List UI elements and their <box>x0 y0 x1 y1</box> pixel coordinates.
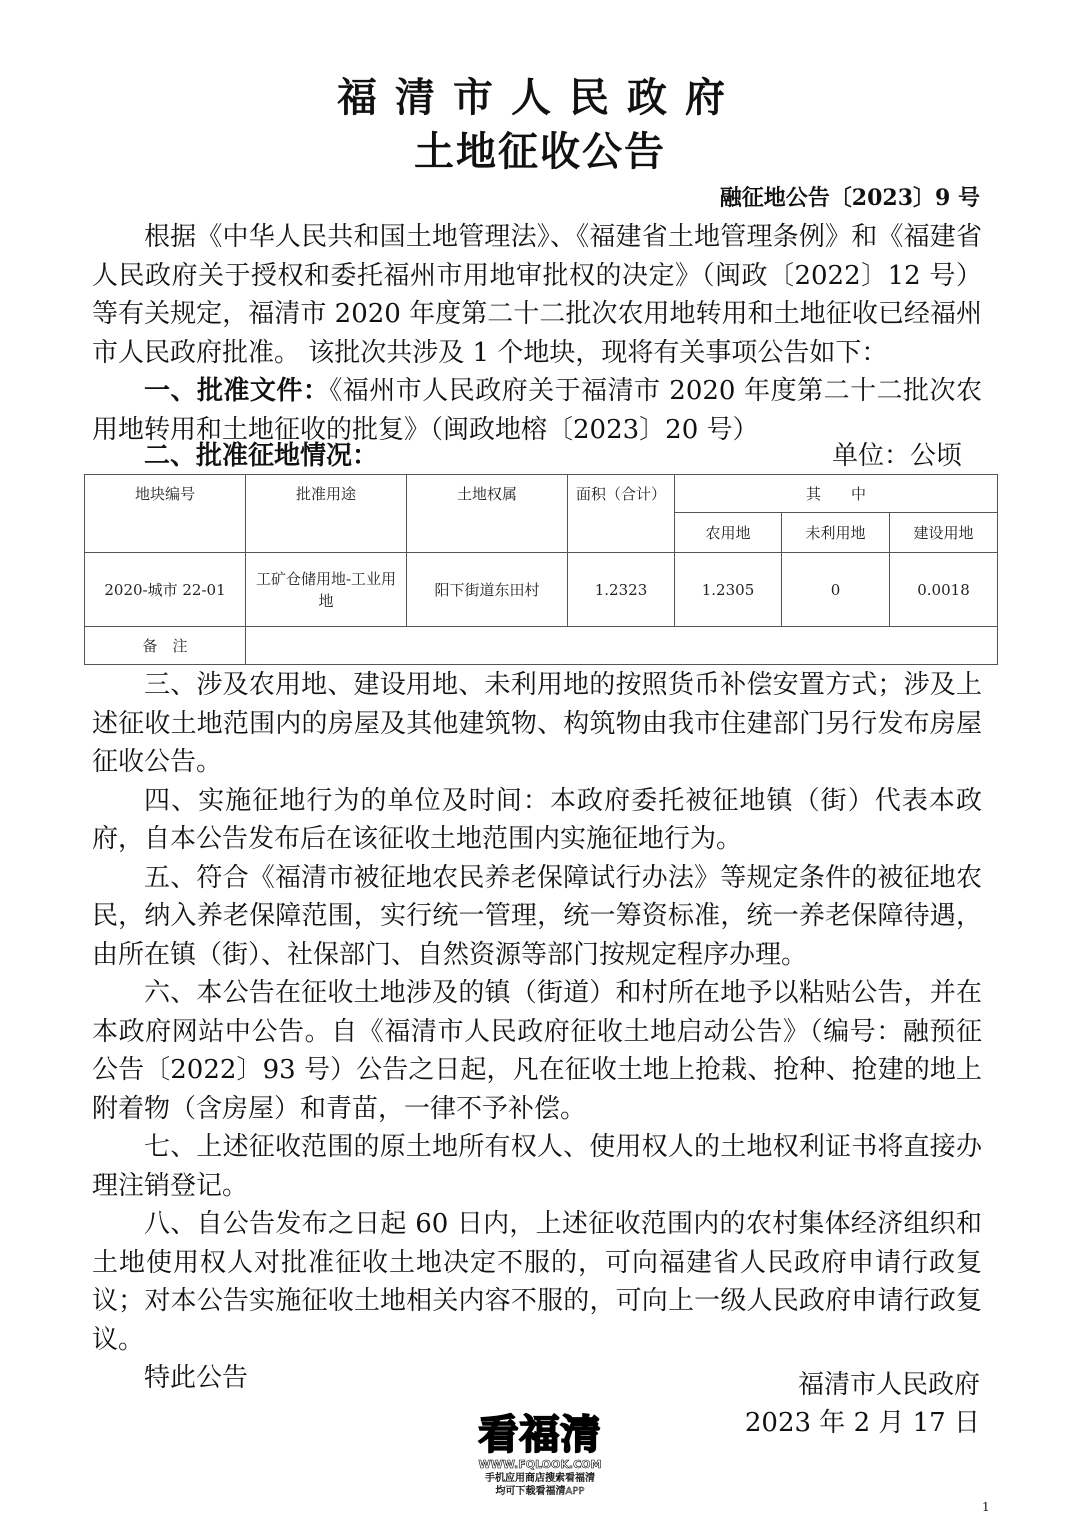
watermark <box>470 1412 610 1498</box>
watermark-line-2: 均可下载看福清APP <box>495 1486 585 1497</box>
table-row <box>85 553 998 627</box>
header-approved-use: 批准用途 <box>246 475 407 553</box>
section-3: 三、涉及农用地、建设用地、未利用地的按照货币补偿安置方式；涉及上述征收土地范围内的房屋及其他建筑物、构筑物由我市住建部门另行发布房屋征收公告。 <box>92 670 982 777</box>
document-number: 融征地公告〔2023〕9 号 <box>719 185 980 211</box>
issuer-signature: 福清市人民政府 <box>797 1370 980 1400</box>
cell-ownership: 阳下街道东田村 <box>407 553 568 627</box>
header-of-which: 其 中 <box>675 475 998 513</box>
cell-approved-use: 工矿仓储用地-工业用地 <box>246 553 407 627</box>
header-ownership: 土地权属 <box>407 475 568 553</box>
cell-area-total: 1.2323 <box>568 553 675 627</box>
watermark-url: WWW.FQLOOK.COM <box>478 1458 602 1471</box>
notice-title: 土地征收公告 <box>414 129 666 175</box>
header-parcel-id: 地块编号 <box>85 475 246 553</box>
cell-agri: 1.2305 <box>675 553 782 627</box>
intro-paragraph <box>92 218 982 449</box>
section-7: 七、上述征收范围的原土地所有权人、使用权人的土地权利证书将直接办理注销登记。 <box>92 1132 982 1201</box>
section-2-label: 二、批准征地情况： <box>144 441 379 471</box>
page-number: 1 <box>982 1500 990 1514</box>
intro-text: 根据《中华人民共和国土地管理法》、《福建省土地管理条例》和《福建省人民政府关于授权和委托福州市用地审批权的决定》（闽政〔2022〕12 号）等有关规定，福清市 2020 年度第二十二批次农用地转用和土地征收已经福州市人民政府批准。 该批次共涉及 1 个地块，现将有关事项公告如下： <box>92 222 982 368</box>
watermark-logo: 看福清 <box>478 1412 602 1458</box>
remarks-label: 备 注 <box>85 627 246 665</box>
cell-construction: 0.0018 <box>890 553 998 627</box>
header-unused: 未利用地 <box>782 513 890 553</box>
closing-text: 特此公告 <box>144 1363 249 1393</box>
section-5: 五、符合《福清市被征地农民养老保障试行办法》等规定条件的被征地农民，纳入养老保障范围，实行统一管理，统一筹资标准，统一养老保障待遇，由所在镇（街）、社保部门、自然资源等部门按规定程序办理。 <box>92 862 982 970</box>
header-area-total: 面积（合计） <box>568 475 675 553</box>
watermark-line-1: 手机应用商店搜索看福清 <box>485 1473 595 1484</box>
issue-date: 2023 年 2 月 17 日 <box>744 1408 980 1438</box>
header-agri: 农用地 <box>675 513 782 553</box>
section-1-label: 一、批准文件： <box>144 376 330 406</box>
section-6: 六、本公告在征收土地涉及的镇（街道）和村所在地予以粘贴公告，并在本政府网站中公告。自《福清市人民政府征收土地启动公告》（编号：融预征公告〔2022〕93 号）公告之日起，凡在征收土地上抢栽、抢种、抢建的地上附着物（含房屋）和青苗，一律不予补偿。 <box>92 978 982 1124</box>
section-8: 八、自公告发布之日起 60 日内，上述征收范围内的农村集体经济组织和土地使用权人对批准征收土地决定不服的，可向福建省人民政府申请行政复议；对本公告实施征收土地相关内容不服的，可向上一级人民政府申请行政复议。 <box>92 1209 982 1355</box>
unit-label: 单位：公顷 <box>831 441 962 471</box>
header-construction: 建设用地 <box>890 513 998 553</box>
land-table <box>84 474 998 665</box>
cell-unused: 0 <box>782 553 890 627</box>
notice-issuer-title: 福清市人民政府 <box>337 75 743 121</box>
section-4: 四、实施征地行为的单位及时间：本政府委托被征地镇（街）代表本政府，自本公告发布后在该征收土地范围内实施征地行为。 <box>92 785 982 854</box>
sections-body <box>92 666 982 1398</box>
remarks-value <box>246 627 998 665</box>
section-2-heading <box>92 438 962 474</box>
cell-parcel-id: 2020-城市 22-01 <box>85 553 246 627</box>
remarks-row <box>85 627 998 665</box>
section-1-text: 《福州市人民政府关于福清市 2020 年度第二十二批次农用地转用和土地征收的批复》（闽政地榕〔2023〕20 号） <box>92 376 982 445</box>
